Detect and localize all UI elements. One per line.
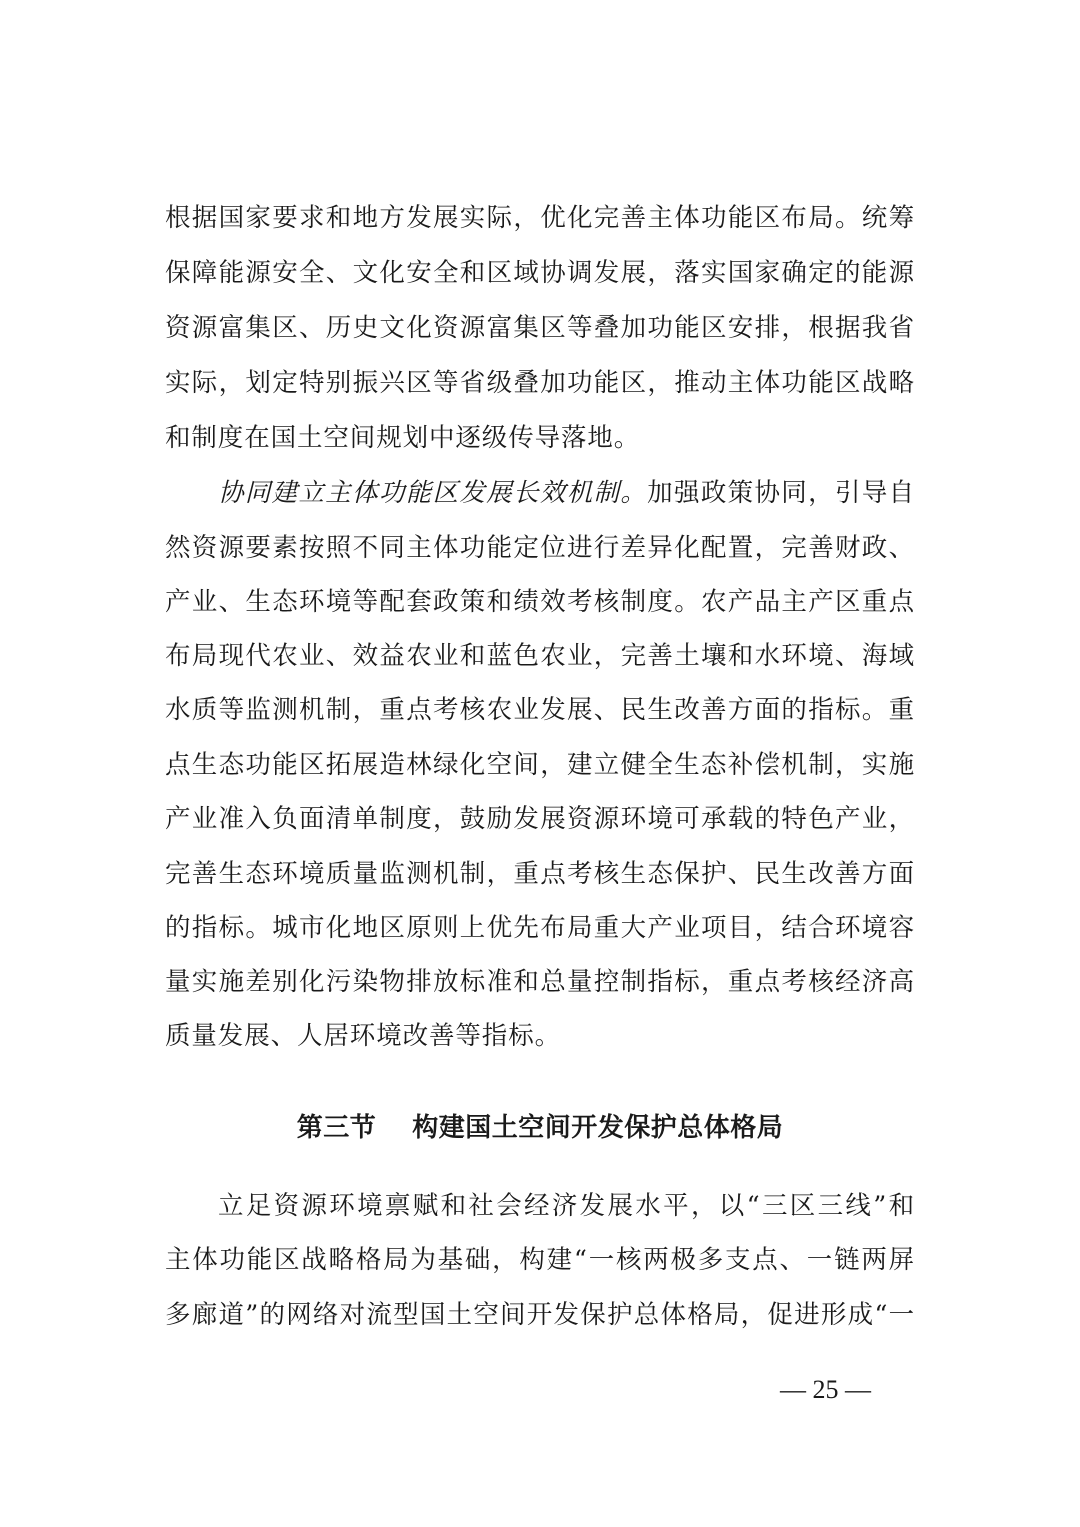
- para2-line-8: 完善生态环境质量监测机制，重点考核生态保护、民生改善方面: [165, 859, 915, 889]
- para2-line-7: 产业准入负面清单制度，鼓励发展资源环境可承载的特色产业，: [165, 804, 915, 834]
- para2-line-10: 量实施差别化污染物排放标准和总量控制指标，重点考核经济高: [165, 967, 915, 997]
- para2-line-1: [218, 476, 915, 510]
- section-heading: [0, 1110, 1080, 1146]
- para2-line-6: 点生态功能区拓展造林绿化空间，建立健全生态补偿机制，实施: [165, 750, 915, 780]
- para1-line-1: 根据国家要求和地方发展实际，优化完善主体功能区布局。统筹: [165, 203, 915, 233]
- para1-line-3: 资源富集区、历史文化资源富集区等叠加功能区安排，根据我省: [165, 313, 915, 343]
- para1-line-2: 保障能源安全、文化安全和区域协调发展，落实国家确定的能源: [165, 258, 915, 288]
- para2-line-4: 布局现代农业、效益农业和蓝色农业，完善土壤和水环境、海域: [165, 641, 915, 671]
- para3-line-3: 多廊道”的网络对流型国土空间开发保护总体格局，促进形成“一: [165, 1300, 915, 1330]
- para1-line-4: 实际，划定特别振兴区等省级叠加功能区，推动主体功能区战略: [165, 368, 915, 398]
- para3-line-2: 主体功能区战略格局为基础，构建“一核两极多支点、一链两屏: [165, 1245, 915, 1275]
- section-title: 构建国土空间开发保护总体格局: [412, 1113, 784, 1143]
- para2-line-3: 产业、生态环境等配套政策和绩效考核制度。农产品主产区重点: [165, 587, 915, 617]
- para2-line-5: 水质等监测机制，重点考核农业发展、民生改善方面的指标。重: [165, 695, 915, 725]
- para1-line-5: 和制度在国土空间规划中逐级传导落地。: [165, 423, 641, 453]
- para2-lead-phrase: 协同建立主体功能区发展长效机制。: [218, 478, 648, 508]
- para2-line-2: 然资源要素按照不同主体功能定位进行差异化配置，完善财政、: [165, 533, 915, 563]
- para2-line-11: 质量发展、人居环境改善等指标。: [165, 1021, 562, 1051]
- para2-first-rest: 加强政策协同，引导自: [647, 478, 915, 508]
- section-number: 第三节: [296, 1113, 377, 1143]
- para3-line-1: 立足资源环境禀赋和社会经济发展水平，以“三区三线”和: [218, 1191, 915, 1221]
- para2-line-9: 的指标。城市化地区原则上优先布局重大产业项目，结合环境容: [165, 913, 915, 943]
- page-number: — 25 —: [780, 1375, 871, 1404]
